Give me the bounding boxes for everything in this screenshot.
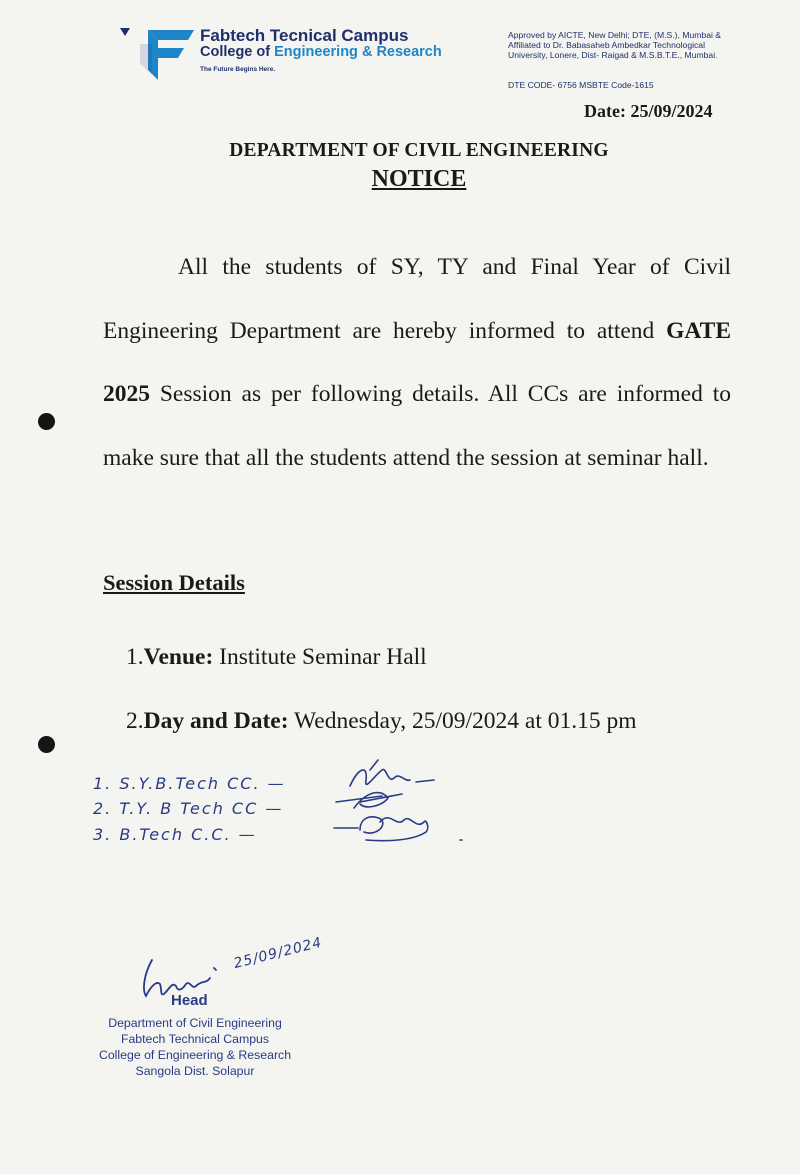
head-signature-date: 25/09/2024 — [232, 934, 325, 972]
cc-signatures — [330, 758, 475, 858]
punch-hole-top — [38, 413, 55, 430]
body-bold: GATE 2025 — [103, 317, 731, 407]
body-part1: All the students of SY, TY and Final Year of Civil Engineering Department are hereby informed to attend — [103, 254, 731, 344]
stamp-line: Department of Civil Engineering — [108, 1016, 282, 1030]
notice-date: Date: 25/09/2024 — [584, 101, 713, 121]
detail-item-date — [126, 708, 637, 735]
institute-logo — [118, 24, 198, 84]
punch-hole-bottom — [38, 736, 55, 753]
handwritten-cc-2: 2. T.Y. B Tech CC — — [93, 799, 284, 818]
handwritten-cc-3: 3. B.Tech C.C. — — [93, 825, 257, 844]
item-number: 1. — [126, 644, 144, 670]
department-heading: DEPARTMENT OF CIVIL ENGINEERING — [229, 140, 609, 161]
stamp-line: College of Engineering & Research — [98, 1048, 292, 1062]
institute-codes: DTE CODE- 6756 MSBTE Code-1615 — [508, 80, 654, 90]
institute-tagline: The Future Begins Here. — [200, 66, 276, 73]
handwritten-cc-1: 1. S.Y.B.Tech CC. — — [93, 774, 286, 793]
item-value: Institute Seminar Hall — [213, 644, 427, 670]
institute-subtitle — [200, 44, 442, 60]
item-label: Venue: — [143, 644, 214, 670]
item-value: Wednesday, 25/09/2024 at 01.15 pm — [288, 708, 637, 734]
item-number: 2. — [126, 708, 144, 734]
head-label: Head — [171, 992, 208, 1009]
stamp-line: Sangola Dist. Solapur — [135, 1064, 255, 1078]
approval-text: Approved by AICTE, New Delhi; DTE, (M.S.), Mumbai & Affiliated to Dr. Babasaheb Ambedkar Technological University, Lonere, Dist- Raigad & M.S.B.T.E., Mumbai. — [508, 30, 721, 60]
notice-title: NOTICE — [371, 166, 467, 192]
notice-body — [103, 236, 731, 490]
session-details-heading: Session Details — [103, 570, 245, 595]
department-stamp — [70, 1015, 320, 1079]
subtitle-part2: Engineering & Research — [274, 44, 442, 60]
institute-name: Fabtech Tecnical Campus — [200, 26, 409, 45]
body-part2: Session as per following details. All CCs are informed to make sure that all the students attend the session at seminar hall. — [103, 381, 731, 471]
subtitle-part1: College of — [200, 44, 275, 60]
detail-item-venue — [126, 644, 427, 671]
item-label: Day and Date: — [143, 708, 289, 734]
stamp-line: Fabtech Technical Campus — [120, 1032, 270, 1046]
